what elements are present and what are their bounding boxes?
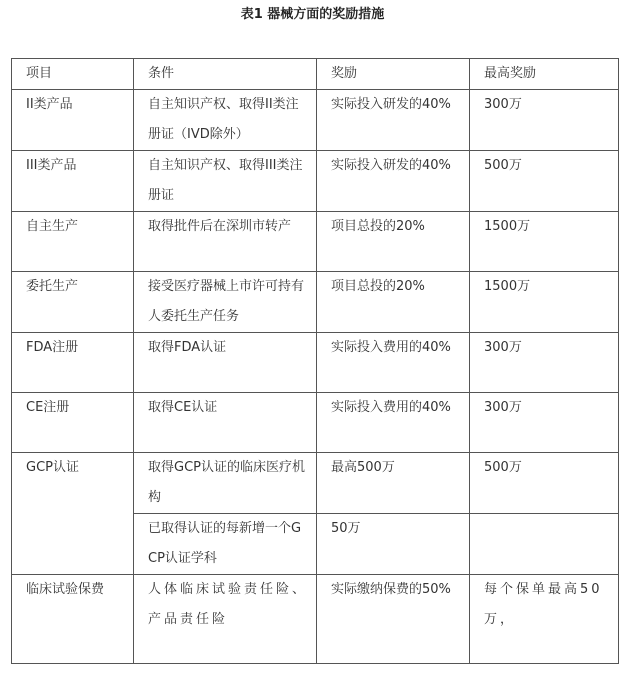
table-row bbox=[12, 151, 619, 212]
rewards-table bbox=[11, 58, 619, 664]
cell-condition: 自主知识产权、取得II类注册证（IVD除外） bbox=[134, 90, 317, 151]
cell-max-reward: 300万 bbox=[470, 333, 619, 393]
cell-max-reward: 500万 bbox=[470, 151, 619, 212]
cell-condition: 取得批件后在深圳市转产 bbox=[134, 212, 317, 272]
cell-reward: 最高500万 bbox=[317, 453, 470, 514]
cell-reward: 实际投入研发的40% bbox=[317, 90, 470, 151]
cell-max-reward: 1500万 bbox=[470, 272, 619, 333]
table-row bbox=[12, 453, 619, 514]
cell-max-reward bbox=[470, 514, 619, 575]
cell-reward: 项目总投的20% bbox=[317, 212, 470, 272]
cell-max-reward: 500万 bbox=[470, 453, 619, 514]
cell-condition: 自主知识产权、取得III类注册证 bbox=[134, 151, 317, 212]
header-reward: 奖励 bbox=[317, 59, 470, 90]
cell-reward: 项目总投的20% bbox=[317, 272, 470, 333]
table-title: 表1 器械方面的奖励措施 bbox=[240, 7, 385, 22]
cell-item: 委托生产 bbox=[12, 272, 134, 333]
table-row bbox=[12, 90, 619, 151]
cell-max-reward: 300万 bbox=[470, 90, 619, 151]
cell-reward: 实际投入研发的40% bbox=[317, 151, 470, 212]
header-item: 项目 bbox=[12, 59, 134, 90]
table-row bbox=[12, 393, 619, 453]
cell-max-reward: 300万 bbox=[470, 393, 619, 453]
cell-condition: 取得GCP认证的临床医疗机构 bbox=[134, 453, 317, 514]
table-row bbox=[12, 333, 619, 393]
header-max-reward: 最高奖励 bbox=[470, 59, 619, 90]
cell-condition: 取得FDA认证 bbox=[134, 333, 317, 393]
cell-reward: 实际投入费用的40% bbox=[317, 333, 470, 393]
table-row bbox=[12, 575, 619, 664]
cell-item: II类产品 bbox=[12, 90, 134, 151]
header-condition: 条件 bbox=[134, 59, 317, 90]
cell-item: III类产品 bbox=[12, 151, 134, 212]
cell-condition: 接受医疗器械上市许可持有人委托生产任务 bbox=[134, 272, 317, 333]
cell-reward: 实际投入费用的40% bbox=[317, 393, 470, 453]
table-row bbox=[12, 272, 619, 333]
cell-item: GCP认证 bbox=[12, 453, 134, 575]
cell-condition: 已取得认证的每新增一个GCP认证学科 bbox=[134, 514, 317, 575]
cell-item: 自主生产 bbox=[12, 212, 134, 272]
cell-reward: 50万 bbox=[317, 514, 470, 575]
cell-max-reward: 每个保单最高50万， bbox=[470, 575, 619, 664]
cell-reward: 实际缴纳保费的50% bbox=[317, 575, 470, 664]
table-header-row bbox=[12, 59, 619, 90]
cell-condition: 取得CE认证 bbox=[134, 393, 317, 453]
cell-item: FDA注册 bbox=[12, 333, 134, 393]
cell-item: 临床试验保费 bbox=[12, 575, 134, 664]
cell-condition: 人体临床试验责任险、产品责任险 bbox=[134, 575, 317, 664]
table-row bbox=[12, 212, 619, 272]
cell-item: CE注册 bbox=[12, 393, 134, 453]
cell-max-reward: 1500万 bbox=[470, 212, 619, 272]
